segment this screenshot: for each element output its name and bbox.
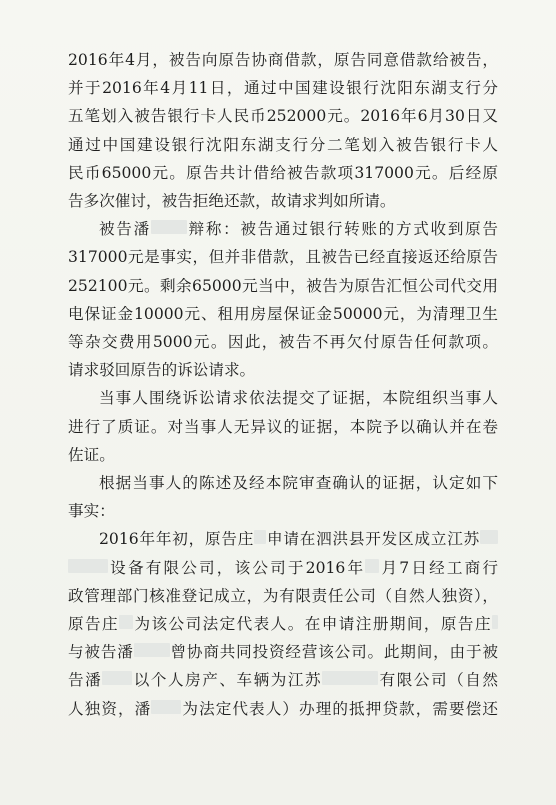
text-line: 事实： [68, 502, 115, 521]
text-line: 317000元是事实，但并非借款，且被告已经直接返还给原告 [68, 248, 498, 267]
text-line: 民币65000元。原告共计借给被告款项317000元。后经原 [68, 163, 498, 182]
redaction-block [134, 643, 170, 657]
text-line: 2016年4月，被告向原告协商借款，原告同意借款给被告， [68, 51, 498, 69]
text-segment: 月7日经工商行 [379, 558, 498, 577]
text-line: 252100元。剩余65000元当中，被告为原告汇恒公司代交用 [68, 276, 498, 295]
text-line: 等杂交费用5000元。因此，被告不再欠付原告任何款项。 [68, 333, 498, 351]
text-segment: 曾协商共同投资经营该公司。此期间，由于被 [169, 643, 498, 662]
redaction-block [480, 530, 498, 544]
redaction-block [254, 530, 266, 544]
text-line: 五笔划入被告银行卡人民币252000元。2016年6月30日又 [68, 107, 498, 126]
defense-prefix: 被告潘 [99, 220, 151, 239]
redaction-block [151, 700, 181, 714]
text-line [99, 215, 498, 243]
text-line: 当事人围绕诉讼请求依法提交了证据，本院组织当事人 [99, 389, 498, 408]
text-line: 并于2016年4月11日，通过中国建设银行沈阳东湖支行分 [68, 79, 498, 98]
defense-suffix: 辩称：被告通过银行转账的方式收到原告 [186, 220, 498, 239]
redaction-block [151, 220, 187, 234]
redaction-block [102, 671, 132, 685]
text-line: 政管理部门核准登记成立，为有限责任公司（自然人独资）， [68, 586, 498, 605]
text-line: 根据当事人的陈述及经本院审查确认的证据，认定如下 [99, 474, 498, 492]
text-segment: 与被告潘 [68, 643, 134, 662]
text-segment: 以个人房产、车辆为江苏 [132, 671, 323, 690]
text-segment: 2016年年初，原告庄 [99, 530, 255, 549]
text-line [68, 554, 498, 582]
text-segment: 有限公司（自然 [378, 671, 498, 690]
redaction-block [365, 559, 379, 573]
text-line: 请求驳回原告的诉讼请求。 [68, 361, 256, 380]
text-segment: 设备有限公司，该公司于2016年 [108, 558, 366, 577]
text-line: 电保证金10000元、租用房屋保证金50000元，为清理卫生 [68, 304, 498, 323]
text-line [68, 666, 498, 694]
text-line: 通过中国建设银行沈阳东湖支行分二笔划入被告银行卡人 [68, 135, 498, 154]
text-segment: 原告庄 [68, 615, 120, 633]
text-line [68, 638, 498, 666]
redaction-block [492, 615, 498, 629]
text-segment: 为法定代表人）办理的抵押贷款，需要偿还 [181, 699, 498, 718]
redaction-block [68, 559, 108, 573]
text-line: 佐证。 [68, 445, 115, 464]
redaction-block [119, 615, 133, 629]
text-segment: 为该公司法定代表人。在申请注册期间，原告庄 [133, 615, 492, 633]
text-line [68, 610, 498, 638]
text-line: 告多次催讨，被告拒绝还款，故请求判如所请。 [68, 192, 396, 210]
text-segment: 申请在泗洪县开发区成立江苏 [266, 530, 480, 549]
text-line [68, 695, 498, 723]
text-segment: 人独资，潘 [68, 699, 152, 718]
text-line [99, 525, 498, 553]
text-line: 进行了质证。对当事人无异议的证据，本院予以确认并在卷 [68, 417, 498, 436]
text-segment: 告潘 [68, 671, 103, 690]
redaction-block [322, 671, 378, 685]
